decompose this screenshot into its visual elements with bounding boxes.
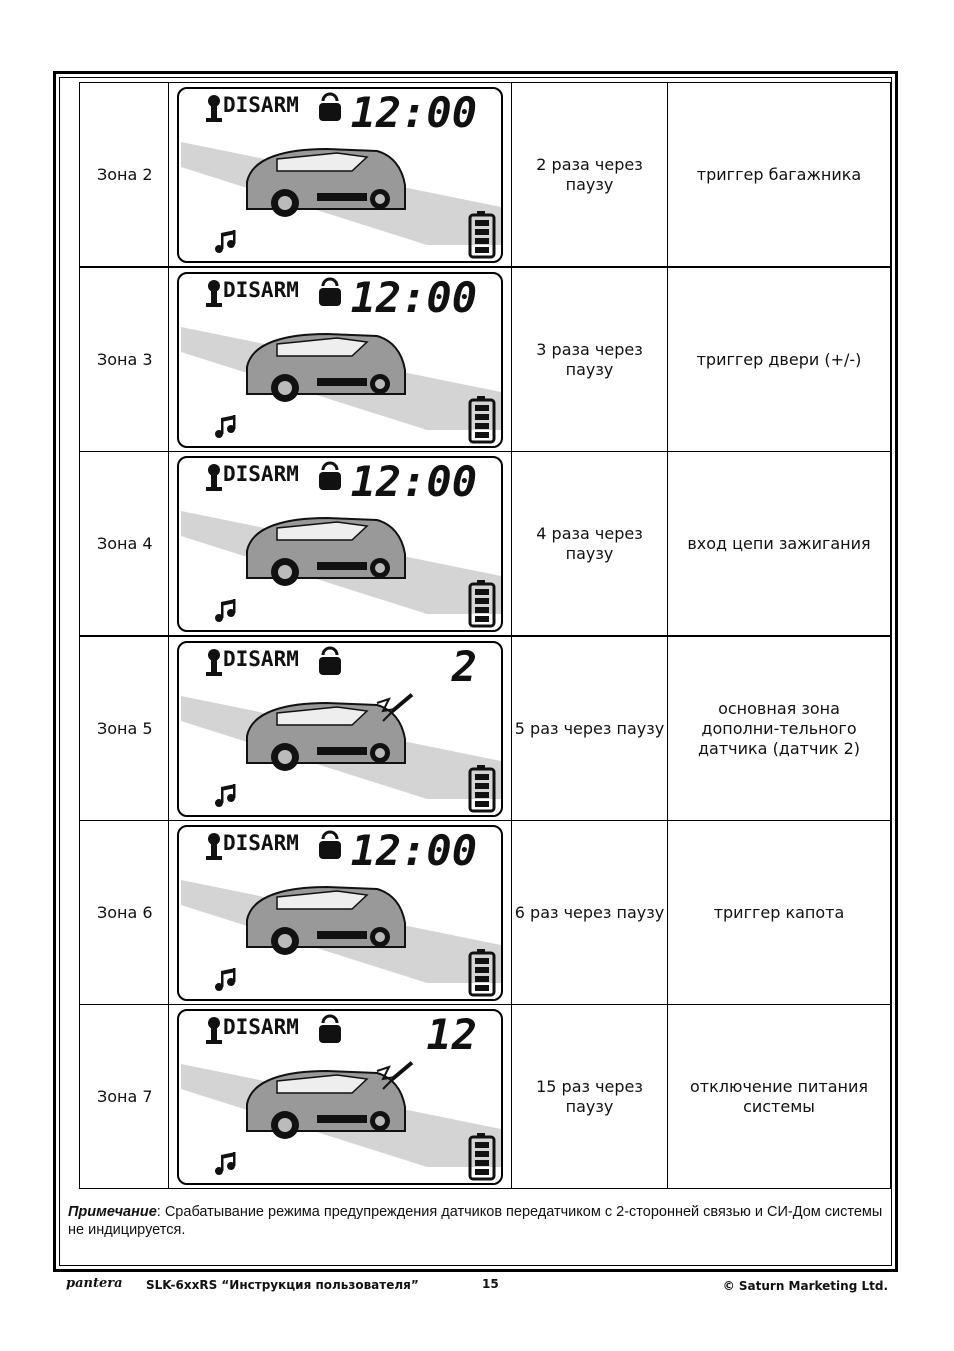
lcd-screen [177,641,503,817]
footer [66,1276,888,1296]
zone-cell [79,636,169,821]
note-label: Примечание [68,1204,157,1220]
lcd-clock: 2 [451,641,477,691]
signal-text: 3 раза через паузу [536,339,643,379]
zone-label: Зона 4 [97,534,153,553]
car-icon [247,149,405,217]
signal-text: 2 раза через паузу [536,154,643,194]
disarm-label: DISARM [223,830,299,855]
lcd-cell [168,1004,512,1189]
footer-title: SLK-6xxRS “Инструкция пользователя” [146,1278,419,1292]
signal-cell [511,267,668,452]
description-cell [667,820,891,1005]
note-text: : Срабатывание режима предупреждения датчиков передатчиком с 2-сторонней связью и СИ-Дом системы не индицируется. [68,1204,883,1238]
description-text: триггер двери (+/-) [696,349,862,369]
lcd-cell [168,451,512,636]
lcd-screen [177,272,503,448]
table-row [79,636,891,821]
note [68,1203,883,1239]
lcd-screen [177,87,503,263]
disarm-label: DISARM [223,461,299,486]
description-text: отключение питания системы [689,1076,869,1116]
zone-label: Зона 5 [97,719,153,738]
signal-cell [511,451,668,636]
signal-text: 5 раз через паузу [514,718,665,738]
description-cell [667,636,891,821]
description-cell [667,82,891,267]
disarm-label: DISARM [223,277,299,302]
signal-cell [511,82,668,267]
copyright: © Saturn Marketing Ltd. [722,1279,888,1293]
lcd-cell [168,636,512,821]
signal-text: 15 раз через паузу [536,1076,643,1116]
table-row [79,820,891,1005]
lcd-clock: 12:00 [350,456,477,506]
disarm-label: DISARM [223,646,299,671]
lcd-cell [168,267,512,452]
car-icon [247,1071,405,1139]
page-number: 15 [482,1277,499,1291]
signal-text: 4 раза через паузу [536,523,643,563]
zone-cell [79,820,169,1005]
lcd-clock: 12:00 [350,825,477,875]
description-cell [667,1004,891,1189]
zone-cell [79,451,169,636]
description-text: триггер капота [713,902,845,922]
signal-cell [511,636,668,821]
lcd-screen [177,825,503,1001]
car-icon [247,518,405,586]
table-row [79,82,891,267]
lcd-clock: 12:00 [350,272,477,322]
table-row [79,1004,891,1189]
lcd-clock: 12 [426,1009,477,1059]
zone-label: Зона 3 [97,350,153,369]
zone-label: Зона 7 [97,1087,153,1106]
zone-label: Зона 2 [97,165,153,184]
lcd-cell [168,820,512,1005]
disarm-label: DISARM [223,92,299,117]
zone-cell [79,267,169,452]
lcd-clock: 12:00 [350,87,477,137]
zone-cell [79,82,169,267]
zone-label: Зона 6 [97,903,153,922]
description-cell [667,451,891,636]
signal-text: 6 раз через паузу [514,902,665,922]
description-text: основная зона дополни-тельного датчика (датчик 2) [697,698,861,758]
zone-cell [79,1004,169,1189]
disarm-label: DISARM [223,1014,299,1039]
car-icon [247,703,405,771]
table-row [79,267,891,452]
car-icon [247,887,405,955]
description-cell [667,267,891,452]
pantera-logo: pantera [66,1276,123,1291]
table-row [79,451,891,636]
car-icon [247,334,405,402]
signal-cell [511,820,668,1005]
description-text: триггер багажника [696,164,862,184]
lcd-cell [168,82,512,267]
lcd-screen [177,1009,503,1185]
lcd-screen [177,456,503,632]
signal-cell [511,1004,668,1189]
description-text: вход цепи зажигания [687,533,871,553]
